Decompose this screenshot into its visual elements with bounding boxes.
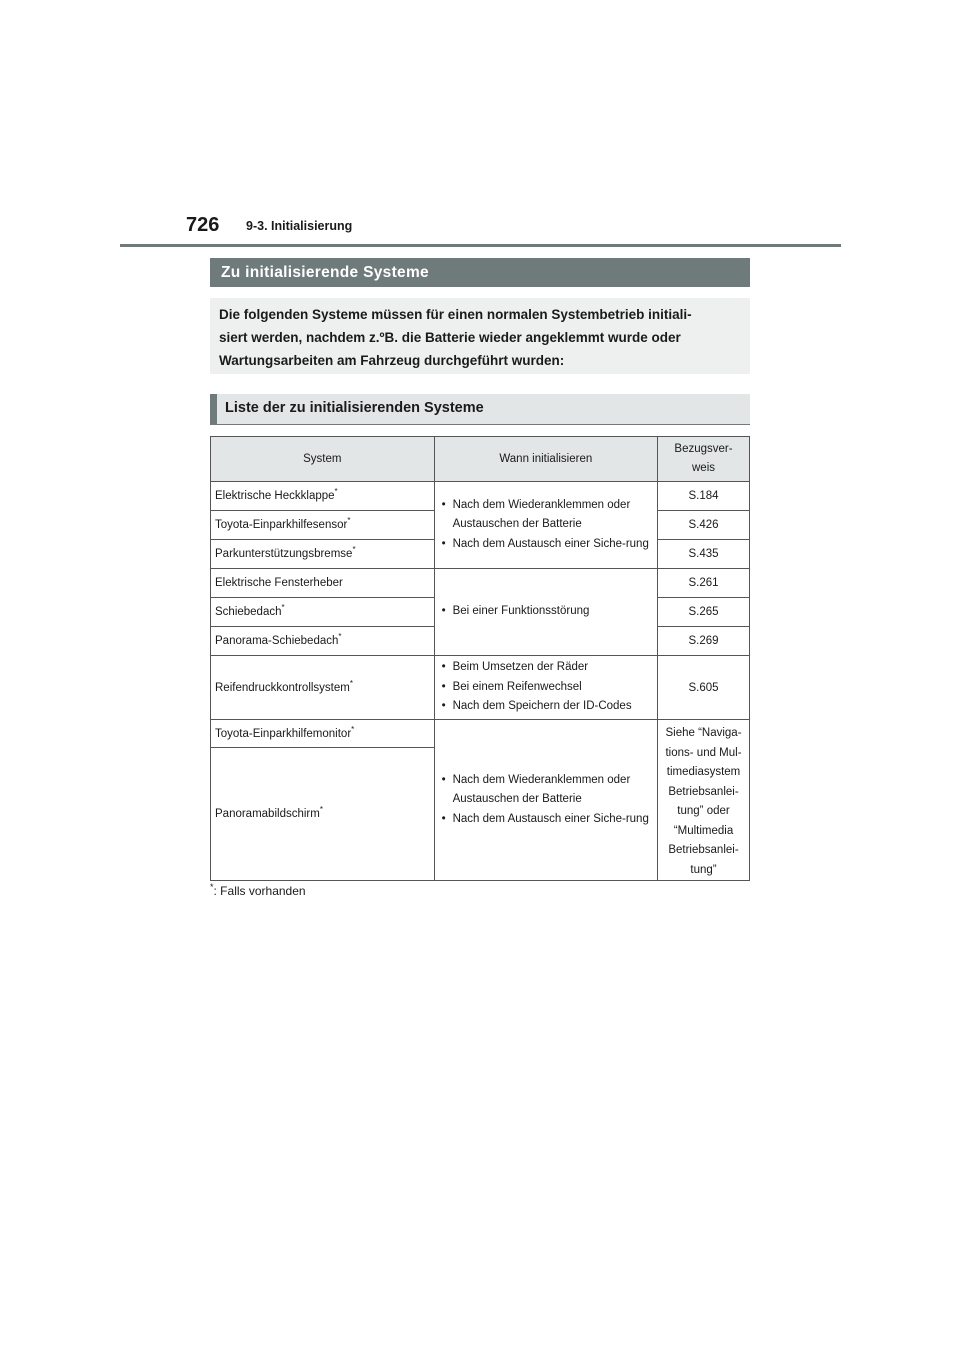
system-cell — [211, 511, 435, 540]
system-name: Schiebedach — [215, 606, 282, 618]
intro-line: Die folgenden Systeme müssen für einen normalen Systembetrieb initiali- — [219, 307, 692, 322]
header-reference-line: weis — [692, 462, 716, 474]
table-row — [211, 569, 750, 598]
header-system: System — [211, 437, 435, 482]
when-cell — [434, 569, 657, 656]
system-cell — [211, 656, 435, 720]
list-item: • Nach dem Austausch einer Siche-rung — [439, 810, 653, 830]
system-name: Parkunterstützungsbremse — [215, 548, 353, 560]
intro-box — [210, 298, 750, 374]
bullet-list — [439, 496, 653, 555]
when-cell — [434, 720, 657, 881]
reference-line: Betriebsanlei- — [668, 785, 739, 798]
section-title: 9-3. Initialisierung — [246, 219, 353, 233]
system-cell — [211, 598, 435, 627]
reference-line: Siehe “Naviga- — [665, 727, 742, 739]
list-item: • Beim Umsetzen der Räder — [439, 658, 653, 678]
system-cell — [211, 720, 435, 748]
multimedia-reference — [662, 724, 745, 880]
header-when: Wann initialisieren — [434, 437, 657, 482]
when-cell — [434, 482, 657, 569]
footnote — [210, 884, 306, 898]
reference-line: tung” — [690, 863, 717, 876]
system-name: Elektrische Fensterheber — [215, 577, 343, 589]
bullet-list — [439, 602, 653, 622]
reference-cell: S.265 — [658, 598, 750, 627]
reference-cell — [658, 720, 750, 881]
reference-cell: S.605 — [658, 656, 750, 720]
table-row — [211, 656, 750, 720]
system-name: Panorama-Schiebedach — [215, 635, 339, 647]
intro-line: siert werden, nachdem z.ºB. die Batterie wieder angeklemmt wurde oder — [219, 330, 681, 345]
list-item: • Bei einem Reifenwechsel — [439, 678, 653, 698]
system-cell — [211, 540, 435, 569]
header-divider — [120, 244, 841, 247]
intro-line: Wartungsarbeiten am Fahrzeug durchgeführt wurden: — [219, 353, 565, 368]
list-item: • Nach dem Speichern der ID-Codes — [439, 697, 653, 717]
list-item: • Bei einer Funktionsstörung — [439, 602, 653, 622]
bullet-list — [439, 771, 653, 830]
footnote-mark: * — [351, 724, 355, 734]
footnote-mark: * — [349, 678, 353, 688]
footnote-mark: * — [281, 603, 285, 613]
header-reference — [658, 437, 750, 482]
page-number: 726 — [186, 214, 220, 236]
system-cell — [211, 748, 435, 881]
reference-line: “Multimedia — [673, 824, 734, 837]
reference-cell: S.261 — [658, 569, 750, 598]
footnote-mark: * — [347, 516, 351, 526]
reference-cell: S.184 — [658, 482, 750, 511]
list-item: • Nach dem Wiederanklemmen oder Austauschen der Batterie — [439, 496, 653, 535]
footnote-mark: * — [338, 632, 342, 642]
system-name: Panoramabildschirm — [215, 808, 320, 821]
reference-cell: S.435 — [658, 540, 750, 569]
system-name: Toyota-Einparkhilfemonitor — [215, 727, 352, 740]
footnote-mark: * — [210, 882, 214, 892]
footnote-text: : Falls vorhanden — [213, 884, 306, 898]
reference-line: Betriebsanlei- — [668, 844, 739, 856]
table-header-row — [211, 437, 750, 482]
system-name: Reifendruckkontrollsystem — [215, 681, 350, 694]
list-item: • Nach dem Austausch einer Siche-rung — [439, 535, 653, 555]
system-cell — [211, 627, 435, 656]
list-item: • Nach dem Wiederanklemmen oder Austauschen der Batterie — [439, 771, 653, 810]
bullet-list — [439, 658, 653, 717]
footnote-mark: * — [319, 805, 323, 815]
reference-line: tung” oder — [677, 805, 730, 817]
system-name: Toyota-Einparkhilfesensor — [215, 519, 348, 531]
reference-line: timediasystem — [666, 766, 741, 778]
reference-cell: S.269 — [658, 627, 750, 656]
table-row — [211, 482, 750, 511]
subheading: Liste der zu initialisierenden Systeme — [210, 394, 750, 425]
when-cell — [434, 656, 657, 720]
footnote-mark: * — [334, 487, 338, 497]
systems-table — [210, 436, 750, 881]
system-cell — [211, 569, 435, 598]
reference-line: tions- und Mul- — [665, 746, 742, 759]
table-row — [211, 720, 750, 748]
header-reference-line: Bezugsver- — [674, 443, 733, 455]
system-cell — [211, 482, 435, 511]
footnote-mark: * — [352, 545, 356, 555]
system-name: Elektrische Heckklappe — [215, 490, 335, 502]
reference-cell: S.426 — [658, 511, 750, 540]
section-band-title: Zu initialisierende Systeme — [210, 258, 750, 287]
